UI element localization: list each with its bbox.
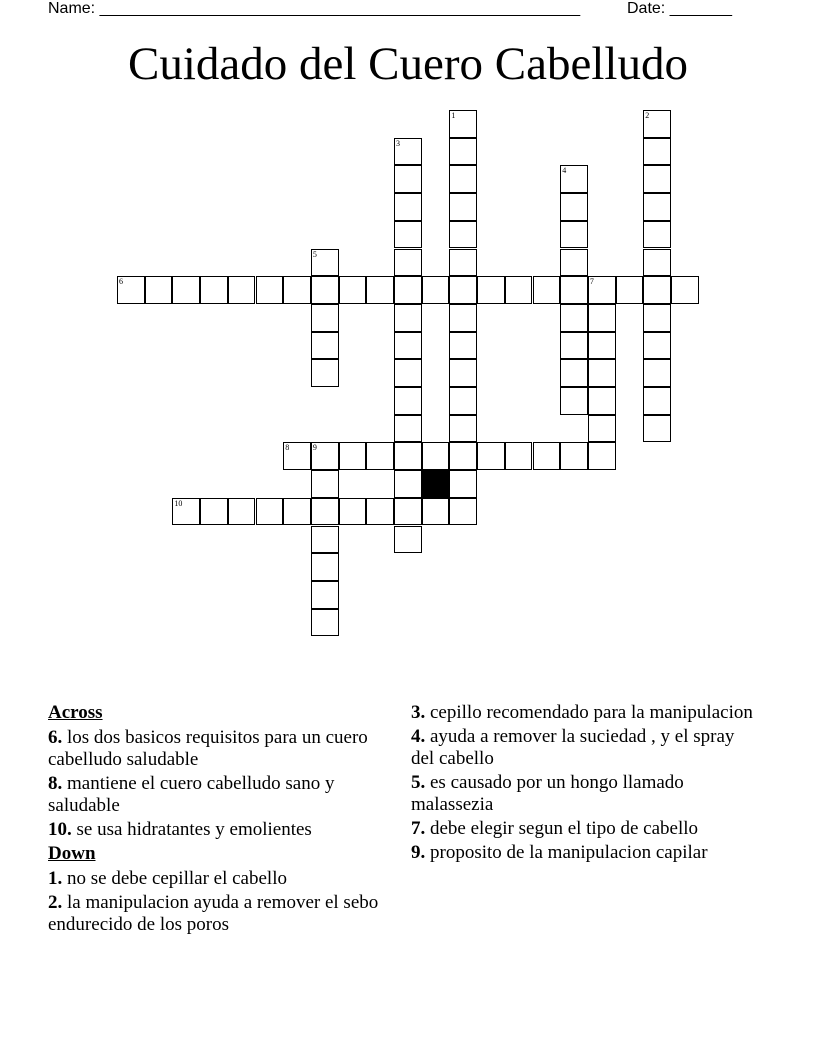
grid-cell[interactable] (311, 553, 339, 581)
grid-cell[interactable] (643, 276, 671, 304)
grid-cell[interactable] (256, 276, 284, 304)
clue-text: la manipulacion ayuda a remover el sebo endurecido de los poros (48, 892, 379, 935)
grid-cell[interactable] (394, 415, 422, 443)
grid-cell[interactable] (311, 581, 339, 609)
clue-item (48, 819, 383, 841)
grid-cell[interactable] (339, 276, 367, 304)
grid-cell[interactable] (560, 359, 588, 387)
grid-cell[interactable] (671, 276, 699, 304)
grid-cell[interactable] (643, 332, 671, 360)
grid-cell[interactable] (228, 498, 256, 526)
grid-cell[interactable] (588, 304, 616, 332)
clue-number: 9. (411, 842, 426, 863)
grid-cell[interactable] (394, 276, 422, 304)
grid-cell[interactable] (643, 304, 671, 332)
clue-number-10: 10 (174, 498, 183, 508)
grid-cell[interactable] (533, 442, 561, 470)
grid-cell[interactable] (560, 165, 588, 193)
grid-cell[interactable] (256, 498, 284, 526)
grid-cell[interactable] (394, 304, 422, 332)
grid-cell[interactable] (394, 442, 422, 470)
grid-cell[interactable] (394, 138, 422, 166)
grid-cell[interactable] (643, 387, 671, 415)
clue-number-8: 8 (285, 443, 290, 453)
clue-text: debe elegir segun el tipo de cabello (425, 818, 699, 839)
clue-text: se usa hidratantes y emolientes (71, 819, 312, 840)
down-heading: Down (48, 843, 96, 864)
grid-cell[interactable] (643, 165, 671, 193)
clue-number: 10. (48, 819, 72, 840)
grid-cell[interactable] (449, 498, 477, 526)
clue-item (48, 727, 383, 771)
grid-cell[interactable] (560, 442, 588, 470)
clue-number: 1. (48, 868, 63, 889)
clue-item (411, 818, 756, 840)
clue-item (411, 842, 756, 864)
grid-cell[interactable] (560, 387, 588, 415)
grid-cell[interactable] (449, 470, 477, 498)
grid-cell[interactable] (311, 276, 339, 304)
grid-cell[interactable] (588, 387, 616, 415)
grid-cell[interactable] (477, 276, 505, 304)
grid-cell[interactable] (311, 304, 339, 332)
grid-cell[interactable] (560, 276, 588, 304)
grid-cell[interactable] (394, 165, 422, 193)
grid-cell[interactable] (394, 526, 422, 554)
grid-cell[interactable] (366, 442, 394, 470)
grid-cell[interactable] (533, 276, 561, 304)
clue-text: no se debe cepillar el cabello (62, 868, 287, 889)
grid-cell[interactable] (145, 276, 173, 304)
grid-cell[interactable] (560, 304, 588, 332)
across-heading: Across (48, 702, 103, 723)
grid-cell[interactable] (394, 249, 422, 277)
clue-item (411, 726, 756, 770)
clue-number: 3. (411, 702, 426, 723)
clue-text: los dos basicos requisitos para un cuero cabelludo saludable (48, 727, 368, 770)
grid-cell[interactable] (449, 221, 477, 249)
clue-number: 6. (48, 727, 63, 748)
grid-cell[interactable] (588, 332, 616, 360)
grid-cell[interactable] (449, 138, 477, 166)
grid-cell[interactable] (449, 415, 477, 443)
grid-cell[interactable] (449, 332, 477, 360)
clue-text: proposito de la manipulacion capilar (425, 842, 708, 863)
grid-cell[interactable] (394, 332, 422, 360)
grid-cell[interactable] (449, 387, 477, 415)
grid-cell[interactable] (449, 276, 477, 304)
grid-cell[interactable] (560, 249, 588, 277)
clue-number-7: 7 (589, 277, 594, 287)
grid-cell[interactable] (505, 442, 533, 470)
clue-number: 5. (411, 772, 426, 793)
grid-cell[interactable] (449, 249, 477, 277)
grid-cell[interactable] (311, 526, 339, 554)
grid-cell[interactable] (311, 442, 339, 470)
clue-item (411, 702, 756, 724)
grid-cell[interactable] (449, 165, 477, 193)
clue-number-6: 6 (119, 277, 123, 287)
grid-cell[interactable] (643, 193, 671, 221)
grid-cell[interactable] (283, 442, 311, 470)
grid-cell[interactable] (616, 276, 644, 304)
clue-number: 2. (48, 892, 63, 913)
clue-text: cepillo recomendado para la manipulacion (425, 702, 753, 723)
grid-cell[interactable] (394, 221, 422, 249)
clue-item (48, 868, 383, 890)
clue-text: ayuda a remover la suciedad , y el spray del cabello (411, 726, 735, 769)
clue-number: 4. (411, 726, 426, 747)
clue-item (411, 772, 756, 816)
clue-number-5: 5 (312, 249, 317, 259)
shaded-cell (422, 470, 450, 498)
grid-cell[interactable] (588, 359, 616, 387)
clue-text: es causado por un hongo llamado malassezia (411, 772, 684, 815)
clue-number-2: 2 (645, 111, 650, 120)
grid-cell[interactable] (228, 276, 256, 304)
clue-item (48, 773, 383, 817)
grid-cell[interactable] (172, 498, 200, 526)
grid-cell[interactable] (394, 387, 422, 415)
grid-cell[interactable] (311, 498, 339, 526)
grid-cell[interactable] (477, 442, 505, 470)
clue-number: 8. (48, 773, 63, 794)
clue-number-4: 4 (562, 166, 567, 176)
grid-cell[interactable] (394, 470, 422, 498)
clue-item (48, 892, 383, 936)
grid-cell[interactable] (311, 249, 339, 277)
date-field-line: Date: _______ (627, 0, 732, 17)
grid-cell[interactable] (643, 249, 671, 277)
page-title: Cuidado del Cuero Cabelludo (128, 38, 688, 90)
grid-cell[interactable] (117, 276, 145, 304)
grid-cell[interactable] (560, 332, 588, 360)
grid-cell[interactable] (560, 221, 588, 249)
grid-cell[interactable] (283, 498, 311, 526)
grid-cell[interactable] (339, 442, 367, 470)
grid-cell[interactable] (643, 110, 671, 138)
grid-cell[interactable] (643, 138, 671, 166)
grid-cell[interactable] (588, 415, 616, 443)
grid-cell[interactable] (311, 470, 339, 498)
clue-text: mantiene el cuero cabelludo sano y saludable (48, 773, 335, 816)
grid-cell[interactable] (172, 276, 200, 304)
grid-cell[interactable] (505, 276, 533, 304)
grid-cell[interactable] (560, 193, 588, 221)
grid-cell[interactable] (449, 442, 477, 470)
grid-cell[interactable] (588, 442, 616, 470)
grid-cell[interactable] (311, 609, 339, 637)
grid-cell[interactable] (449, 304, 477, 332)
grid-cell[interactable] (643, 221, 671, 249)
grid-cell[interactable] (394, 193, 422, 221)
grid-cell[interactable] (588, 276, 616, 304)
grid-cell[interactable] (394, 498, 422, 526)
clues-column-right (411, 702, 756, 866)
grid-cell[interactable] (283, 276, 311, 304)
grid-cell[interactable] (422, 442, 450, 470)
grid-cell[interactable] (643, 359, 671, 387)
clues-column-left (48, 702, 383, 938)
grid-cell[interactable] (449, 359, 477, 387)
clue-number-1: 1 (451, 111, 456, 120)
name-field-line: Name: ______________________________________________________ (48, 0, 581, 17)
grid-cell[interactable] (311, 359, 339, 387)
grid-cell[interactable] (366, 498, 394, 526)
grid-cell[interactable] (643, 415, 671, 443)
clue-number-3: 3 (396, 138, 400, 148)
grid-cell[interactable] (311, 332, 339, 360)
clue-number-9: 9 (312, 443, 317, 453)
grid-cell[interactable] (422, 276, 450, 304)
grid-cell[interactable] (339, 498, 367, 526)
clue-number: 7. (411, 818, 426, 839)
grid-cell[interactable] (422, 498, 450, 526)
grid-cell[interactable] (449, 193, 477, 221)
grid-cell[interactable] (366, 276, 394, 304)
grid-cell[interactable] (200, 498, 228, 526)
grid-cell[interactable] (394, 359, 422, 387)
grid-cell[interactable] (449, 110, 477, 138)
grid-cell[interactable] (200, 276, 228, 304)
